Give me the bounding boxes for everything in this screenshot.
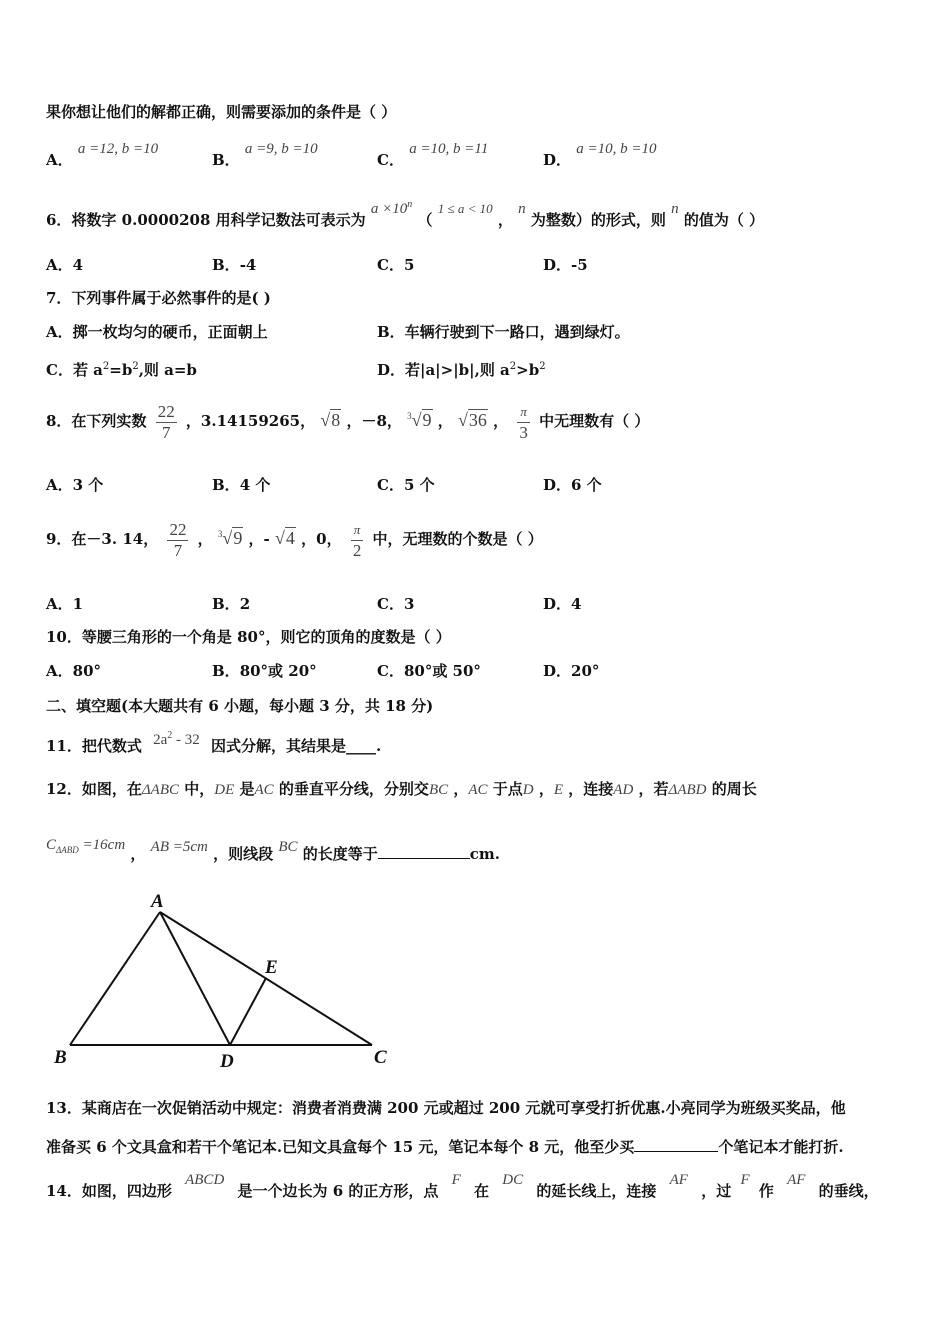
q13-line2-start: 准备买 6 个文具盒和若干个笔记本.已知文具盒每个 15 元，笔记本每个 8 元，他至少买 bbox=[46, 1138, 635, 1156]
q6-expr-base: a ×10 bbox=[370, 201, 408, 217]
q8-option-d-label: D． bbox=[543, 476, 572, 494]
q12-c-main: C bbox=[46, 837, 57, 853]
q12-ab: AB =5cm bbox=[150, 839, 208, 855]
q12-t6: 于点 bbox=[492, 780, 523, 798]
q12-triangle-figure bbox=[40, 885, 400, 1075]
q14-dc: DC bbox=[502, 1172, 524, 1188]
q8-frac-den: 7 bbox=[156, 422, 177, 443]
q6-option-b-text: -4 bbox=[239, 256, 257, 274]
q9-option-d-text: 4 bbox=[571, 595, 582, 613]
q8-option-c-text: 5 个 bbox=[403, 476, 435, 494]
q12-stem-line1 bbox=[46, 779, 757, 800]
q8-fraction-pi-3 bbox=[517, 402, 530, 443]
q9-option-b-label: B． bbox=[212, 595, 240, 613]
q8-sep2: ，－8， bbox=[346, 412, 402, 430]
q7-option-d-sup2: 2 bbox=[539, 361, 546, 372]
q9-stem-end: 中，无理数的个数是（ ） bbox=[372, 530, 543, 548]
q9-cbrt-index: 3 bbox=[217, 529, 223, 539]
q14-t5: ，过 bbox=[701, 1182, 732, 1200]
q8-option-a bbox=[46, 475, 103, 495]
q5-option-c-math: a =10, b =11 bbox=[409, 141, 489, 157]
q12-t12: ，则线段 bbox=[213, 845, 274, 863]
q9-option-a bbox=[46, 594, 83, 614]
q13-line2-end: 个笔记本才能打折. bbox=[718, 1138, 844, 1156]
q9-frac-den: 7 bbox=[167, 540, 188, 561]
q8-option-d bbox=[543, 475, 602, 495]
section-2-title: 二、填空题(本大题共有 6 小题，每小题 3 分，共 18 分) bbox=[46, 697, 434, 715]
q11-expr-exp: 2 bbox=[167, 730, 173, 741]
q8-option-d-text: 6 个 bbox=[571, 476, 602, 494]
q10-option-b bbox=[212, 661, 317, 681]
q13-answer-blank[interactable] bbox=[634, 1135, 718, 1152]
q11-stem bbox=[46, 730, 382, 757]
q14-t7: 的垂线， bbox=[818, 1182, 879, 1200]
q6-stem bbox=[46, 199, 765, 231]
q10-option-c-label: C． bbox=[377, 662, 404, 680]
q8-stem-start: 8．在下列实数 bbox=[46, 412, 147, 430]
q5-option-c bbox=[377, 138, 489, 169]
segment-ad bbox=[160, 912, 230, 1045]
q8-sqrt-36: √36 bbox=[457, 410, 487, 430]
q6-option-c-label: C． bbox=[377, 256, 404, 274]
q11-stem-start: 11．把代数式 bbox=[46, 737, 142, 755]
q12-t2: 中， bbox=[184, 780, 215, 798]
q8-cbrt9-radicand: 9 bbox=[422, 410, 432, 430]
q9-frac-num: 22 bbox=[169, 519, 187, 539]
q12-t11: ， bbox=[130, 845, 146, 863]
q9-pi-den: 2 bbox=[352, 540, 362, 560]
q12-c-rest: =16cm bbox=[78, 837, 126, 853]
q7-option-c-sup2: 2 bbox=[132, 361, 139, 372]
segment-ab bbox=[70, 912, 160, 1045]
q9-option-d-label: D． bbox=[543, 595, 572, 613]
label-b: B bbox=[54, 1047, 67, 1068]
q8-sqrt-8: √8 bbox=[320, 410, 341, 430]
q8-cbrt-9: $^3$√9 bbox=[407, 410, 432, 430]
q14-square-abcd: ABCD bbox=[185, 1172, 225, 1188]
label-e: E bbox=[265, 957, 278, 978]
q12-perimeter bbox=[46, 837, 125, 853]
q8-pi-den: 3 bbox=[519, 422, 528, 442]
q12-t1: 12．如图，在 bbox=[46, 780, 142, 798]
q5-option-d-label: D． bbox=[543, 151, 572, 169]
q6-var-n: n bbox=[518, 201, 526, 217]
q7-option-c-pre: C．若 a bbox=[46, 361, 103, 379]
q8-stem bbox=[46, 394, 649, 443]
q9-pi-num: π bbox=[353, 521, 361, 537]
q10-option-d bbox=[543, 661, 599, 681]
q7-option-c bbox=[46, 357, 197, 380]
q9-fraction-22-7 bbox=[167, 520, 188, 561]
q5-option-d bbox=[543, 138, 657, 169]
q5-option-b-math: a =9, b =10 bbox=[244, 141, 318, 157]
q6-option-a bbox=[46, 255, 83, 275]
q7-option-d-pre: D．若|a|>|b|,则 a bbox=[377, 361, 510, 379]
q6-expr bbox=[371, 201, 412, 217]
q8-cbrt-index: 3 bbox=[407, 411, 412, 421]
q6-comma: ， bbox=[497, 211, 513, 229]
q5-option-b-label: B． bbox=[212, 151, 240, 169]
q9-cbrt9-radicand: 9 bbox=[233, 528, 243, 548]
q14-t4: 的延长线上，连接 bbox=[536, 1182, 657, 1200]
q12-t9: ，若 bbox=[638, 780, 669, 798]
q8-sqrt8-radicand: 8 bbox=[331, 410, 341, 430]
q9-option-a-text: 1 bbox=[72, 595, 84, 613]
q5-option-a-math: a =12, b =10 bbox=[77, 141, 159, 157]
q8-sqrt36-radicand: 36 bbox=[468, 410, 487, 430]
q12-t14: cm. bbox=[469, 845, 500, 863]
q10-option-b-text: 80°或 20° bbox=[239, 662, 317, 680]
q12-t3: 是 bbox=[239, 780, 255, 798]
q12-bc: BC bbox=[428, 782, 449, 798]
q7-option-d-mid: >b bbox=[516, 361, 540, 379]
q9-fraction-pi-2 bbox=[351, 520, 364, 561]
q12-de: DE bbox=[214, 782, 235, 798]
q12-triangle-abd: ΔABD bbox=[668, 782, 707, 798]
q9-option-d bbox=[543, 594, 581, 614]
q8-option-a-text: 3 个 bbox=[72, 476, 104, 494]
q8-option-b bbox=[212, 475, 270, 495]
q14-af: AF bbox=[669, 1172, 688, 1188]
q9-sqrt-4: √4 bbox=[275, 528, 295, 548]
q8-option-b-label: B． bbox=[212, 476, 240, 494]
q6-option-a-label: A． bbox=[46, 256, 73, 274]
q6-option-d-text: -5 bbox=[571, 256, 588, 274]
segment-de bbox=[230, 978, 266, 1045]
q14-t3: 在 bbox=[474, 1182, 490, 1200]
q8-stem-end: 中无理数有（ ） bbox=[539, 412, 650, 430]
q13-stem-line2 bbox=[46, 1135, 844, 1157]
q10-option-d-text: 20° bbox=[571, 662, 600, 680]
q5-option-a-label: A． bbox=[46, 151, 73, 169]
q6-option-b bbox=[212, 255, 256, 275]
q12-c-sub: ΔABD bbox=[56, 845, 79, 855]
q8-option-c-label: C． bbox=[377, 476, 404, 494]
q12-t10: 的周长 bbox=[711, 780, 757, 798]
q5-option-a bbox=[46, 138, 159, 169]
q9-option-c-text: 3 bbox=[403, 595, 415, 613]
q9-stem bbox=[46, 512, 543, 561]
q11-expr-a: 2a bbox=[153, 732, 168, 748]
q12-stem-line2 bbox=[46, 837, 500, 870]
q12-point-d: D bbox=[522, 782, 534, 798]
q9-option-b bbox=[212, 594, 250, 614]
q7-option-c-mid: =b bbox=[109, 361, 133, 379]
q14-t2: 是一个边长为 6 的正方形，点 bbox=[237, 1182, 439, 1200]
q10-option-d-label: D． bbox=[543, 662, 572, 680]
q5-option-c-label: C． bbox=[377, 151, 404, 169]
q8-pi-num: π bbox=[520, 403, 527, 419]
q7-option-d bbox=[377, 357, 546, 380]
q7-option-c-end: ,则 a=b bbox=[138, 361, 197, 379]
q6-option-b-label: B． bbox=[212, 256, 240, 274]
q8-option-b-text: 4 个 bbox=[239, 476, 271, 494]
q12-triangle-abc: ΔABC bbox=[141, 782, 180, 798]
q12-t13: 的长度等于 bbox=[302, 845, 378, 863]
q6-var-n2: n bbox=[671, 201, 679, 217]
q12-bc-segment: BC bbox=[278, 839, 298, 855]
q9-option-a-label: A． bbox=[46, 595, 73, 613]
q14-point-f2: F bbox=[740, 1172, 750, 1188]
q10-option-b-label: B． bbox=[212, 662, 240, 680]
q8-fraction-22-7 bbox=[156, 402, 177, 443]
q7-option-c-sup1: 2 bbox=[102, 361, 110, 372]
q6-option-d bbox=[543, 255, 588, 275]
q14-af2: AF bbox=[787, 1172, 806, 1188]
q11-expr-b: - 32 bbox=[172, 732, 200, 748]
label-a: A bbox=[151, 891, 164, 912]
q6-stem-start: 6．将数字 0.0000208 用科学记数法可表示为 bbox=[46, 211, 366, 229]
q12-ac2: AC bbox=[468, 782, 488, 798]
q9-option-b-text: 2 bbox=[239, 595, 251, 613]
q7-option-a: A．掷一枚均匀的硬币，正面朝上 bbox=[46, 323, 268, 341]
label-d: D bbox=[220, 1051, 234, 1072]
q9-option-c-label: C． bbox=[377, 595, 404, 613]
q7-stem: 7．下列事件属于必然事件的是( ) bbox=[46, 289, 271, 307]
q12-ac: AC bbox=[254, 782, 274, 798]
q12-ad: AD bbox=[613, 782, 634, 798]
q5-option-d-math: a =10, b =10 bbox=[576, 141, 657, 157]
q12-point-e: E bbox=[553, 782, 564, 798]
q14-t6: 作 bbox=[758, 1182, 774, 1200]
q12-answer-blank[interactable] bbox=[378, 842, 470, 859]
q6-range: 1 ≤ a < 10 bbox=[437, 201, 493, 216]
q12-t4: 的垂直平分线，分别交 bbox=[278, 780, 429, 798]
q12-t7: ， bbox=[538, 780, 554, 798]
q6-expr-exp: n bbox=[407, 199, 413, 210]
q8-option-c bbox=[377, 475, 435, 495]
q8-sep3: ， bbox=[437, 412, 453, 430]
q5-stem: 果你想让他们的解都正确，则需要添加的条件是（ ） bbox=[46, 103, 397, 121]
q5-option-b bbox=[212, 138, 318, 169]
q9-cbrt-9: $^3$√9 bbox=[217, 528, 243, 548]
q11-expr bbox=[153, 732, 200, 748]
q9-sqrt4-radicand: 4 bbox=[285, 528, 295, 548]
q6-paren-open: （ bbox=[417, 211, 433, 229]
q9-sep2: ，- bbox=[248, 530, 270, 548]
q7-option-b: B．车辆行驶到下一路口，遇到绿灯。 bbox=[377, 323, 630, 341]
q12-t5: ， bbox=[453, 780, 469, 798]
q8-option-a-label: A． bbox=[46, 476, 73, 494]
q10-option-a-text: 80° bbox=[72, 662, 102, 680]
q13-stem-line1: 13．某商店在一次促销活动中规定：消费者消费满 200 元或超过 200 元就可享受打折优惠.小亮同学为班级买奖品，他 bbox=[46, 1099, 846, 1117]
q10-option-a bbox=[46, 661, 101, 681]
q14-stem bbox=[46, 1172, 879, 1202]
q9-stem-start: 9．在－3. 14， bbox=[46, 530, 159, 548]
q6-option-a-text: 4 bbox=[72, 256, 84, 274]
q10-option-c bbox=[377, 661, 481, 681]
label-c: C bbox=[374, 1047, 387, 1068]
q9-sep3: ，0， bbox=[301, 530, 342, 548]
q6-option-c bbox=[377, 255, 414, 275]
q8-frac-num: 22 bbox=[157, 401, 175, 421]
q9-option-c bbox=[377, 594, 414, 614]
figure-lines bbox=[70, 912, 372, 1045]
q6-stem-mid: 为整数）的形式，则 bbox=[530, 211, 666, 229]
q8-sep1: ，3.14159265， bbox=[185, 412, 316, 430]
q14-point-f: F bbox=[451, 1172, 461, 1188]
q9-sep1: ， bbox=[197, 530, 213, 548]
q11-stem-end: 因式分解，其结果是____. bbox=[211, 737, 382, 755]
q6-option-d-label: D． bbox=[543, 256, 572, 274]
q6-stem-end: 的值为（ ） bbox=[683, 211, 765, 229]
q10-option-a-label: A． bbox=[46, 662, 73, 680]
q8-sep4: ， bbox=[493, 412, 509, 430]
q14-t1: 14．如图，四边形 bbox=[46, 1182, 172, 1200]
q6-option-c-text: 5 bbox=[403, 256, 415, 274]
q12-t8: ，连接 bbox=[568, 780, 614, 798]
q7-option-d-sup1: 2 bbox=[509, 361, 517, 372]
q10-stem: 10．等腰三角形的一个角是 80°，则它的顶角的度数是（ ） bbox=[46, 628, 451, 646]
q10-option-c-text: 80°或 50° bbox=[403, 662, 481, 680]
